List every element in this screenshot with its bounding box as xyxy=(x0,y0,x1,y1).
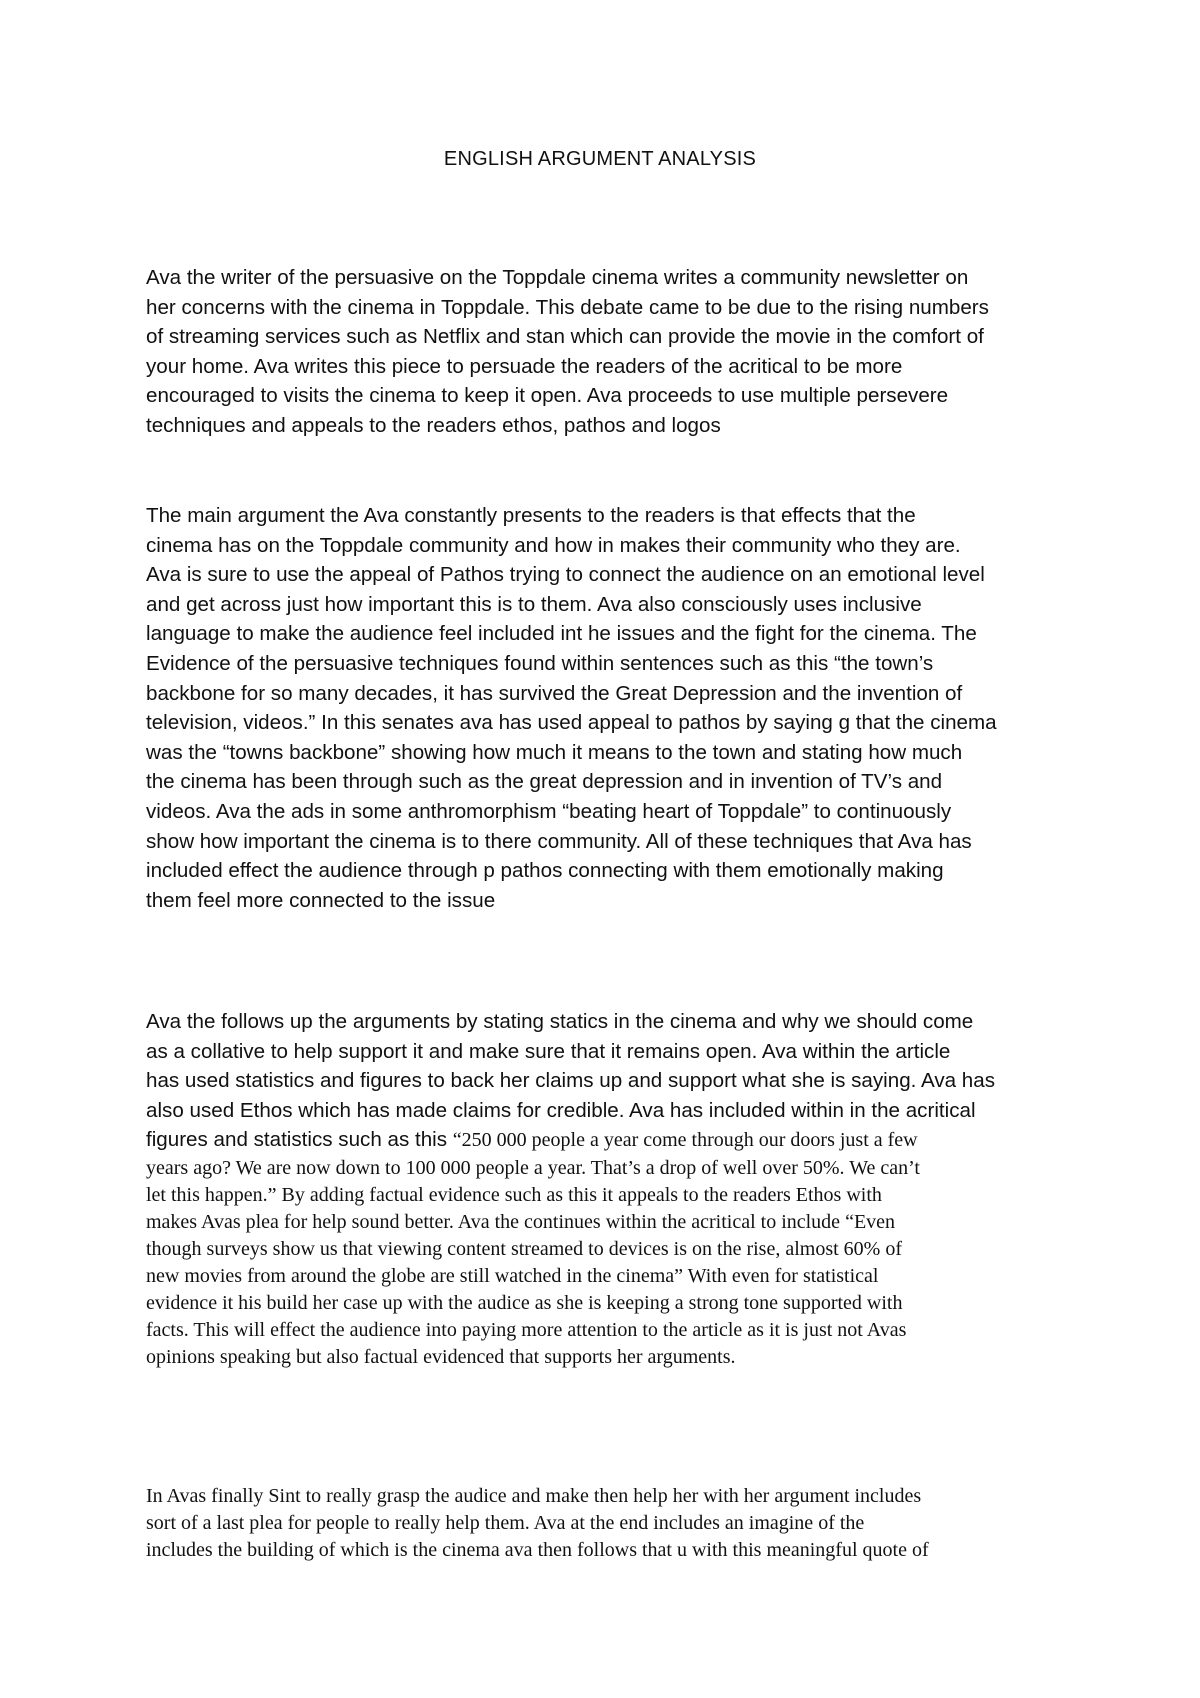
text-line: sort of a last plea for people to really help them. Ava at the end includes an imagine of the xyxy=(146,1512,865,1534)
text-segment-sans: figures and statistics such as this xyxy=(146,1128,453,1152)
text-segment-serif: “250 000 people a year come through our doors just a few xyxy=(452,1129,918,1152)
text-line: has used statistics and figures to back her claims up and support what she is saying. Ava has xyxy=(146,1069,996,1093)
text-line: Evidence of the persuasive techniques found within sentences such as this “the town’s xyxy=(146,651,934,675)
text-line: language to make the audience feel included int he issues and the fight for the cinema. The xyxy=(146,622,977,646)
text-line: also used Ethos which has made claims for credible. Ava has included within in the acritical xyxy=(146,1098,976,1122)
text-line: Ava the writer of the persuasive on the Toppdale cinema writes a community newsletter on xyxy=(146,266,969,289)
text-line: backbone for so many decades, it has survived the Great Depression and the invention of xyxy=(146,681,963,705)
text-line: includes the building of which is the cinema ava then follows that u with this meaningful quote of xyxy=(146,1539,929,1561)
text-line: the cinema has been through such as the great depression and in invention of TV’s and xyxy=(146,770,943,794)
text-line: as a collative to help support it and make sure that it remains open. Ava within the article xyxy=(146,1039,951,1063)
text-line: years ago? We are now down to 100 000 people a year. That’s a drop of well over 50%. We can’t xyxy=(146,1156,920,1179)
document-title: ENGLISH ARGUMENT ANALYSIS xyxy=(443,148,757,170)
text-line: videos. Ava the ads in some anthromorphism “beating heart of Toppdale” to continuously xyxy=(146,799,952,823)
text-line: your home. Ava writes this piece to persuade the readers of the acritical to be more xyxy=(146,354,903,378)
text-line: evidence it his build her case up with the audice as she is keeping a strong tone supported with xyxy=(146,1291,903,1314)
text-line: The main argument the Ava constantly presents to the readers is that effects that the xyxy=(146,504,916,527)
text-line: techniques and appeals to the readers ethos, pathos and logos xyxy=(146,413,721,437)
text-line: her concerns with the cinema in Toppdale. This debate came to be due to the rising numbers xyxy=(146,295,989,319)
paragraph-main-argument xyxy=(146,501,1066,915)
text-line: Ava the follows up the arguments by stating statics in the cinema and why we should come xyxy=(146,1010,974,1033)
text-line: of streaming services such as Netflix and stan which can provide the movie in the comfort of xyxy=(146,325,984,349)
text-line: show how important the cinema is to there community. All of these techniques that Ava has xyxy=(146,829,972,853)
text-line: Ava is sure to use the appeal of Pathos trying to connect the audience on an emotional level xyxy=(146,563,985,587)
text-line: was the “towns backbone” showing how much it means to the town and stating how much xyxy=(146,740,963,764)
paragraph-conclusion xyxy=(146,1483,1066,1564)
text-line: encouraged to visits the cinema to keep it open. Ava proceeds to use multiple persevere xyxy=(146,384,949,408)
text-line: television, videos.” In this senates ava has used appeal to pathos by saying g that the cinema xyxy=(146,711,997,735)
text-line: included effect the audience through p pathos connecting with them emotionally making xyxy=(146,859,944,883)
text-line: makes Avas plea for help sound better. Ava the continues within the acritical to include “Even xyxy=(146,1210,896,1233)
text-line-mixed xyxy=(146,1125,1066,1155)
text-line: opinions speaking but also factual evidenced that supports her arguments. xyxy=(146,1345,736,1368)
paragraph-statistics xyxy=(146,1007,1066,1371)
text-line: and get across just how important this is to them. Ava also consciously uses inclusive xyxy=(146,592,922,616)
text-line: In Avas finally Sint to really grasp the audice and make then help her with her argument includes xyxy=(146,1485,922,1507)
paragraph-introduction xyxy=(146,263,1066,441)
text-line: though surveys show us that viewing content streamed to devices is on the rise, almost 60% of xyxy=(146,1237,902,1260)
text-line: cinema has on the Toppdale community and how in makes their community who they are. xyxy=(146,533,961,557)
text-line: facts. This will effect the audience into paying more attention to the article as it is just not Avas xyxy=(146,1318,907,1341)
text-line: new movies from around the globe are still watched in the cinema” With even for statistical xyxy=(146,1264,879,1287)
text-line: them feel more connected to the issue xyxy=(146,888,496,912)
text-line: let this happen.” By adding factual evidence such as this it appeals to the readers Ethos with xyxy=(146,1183,882,1206)
